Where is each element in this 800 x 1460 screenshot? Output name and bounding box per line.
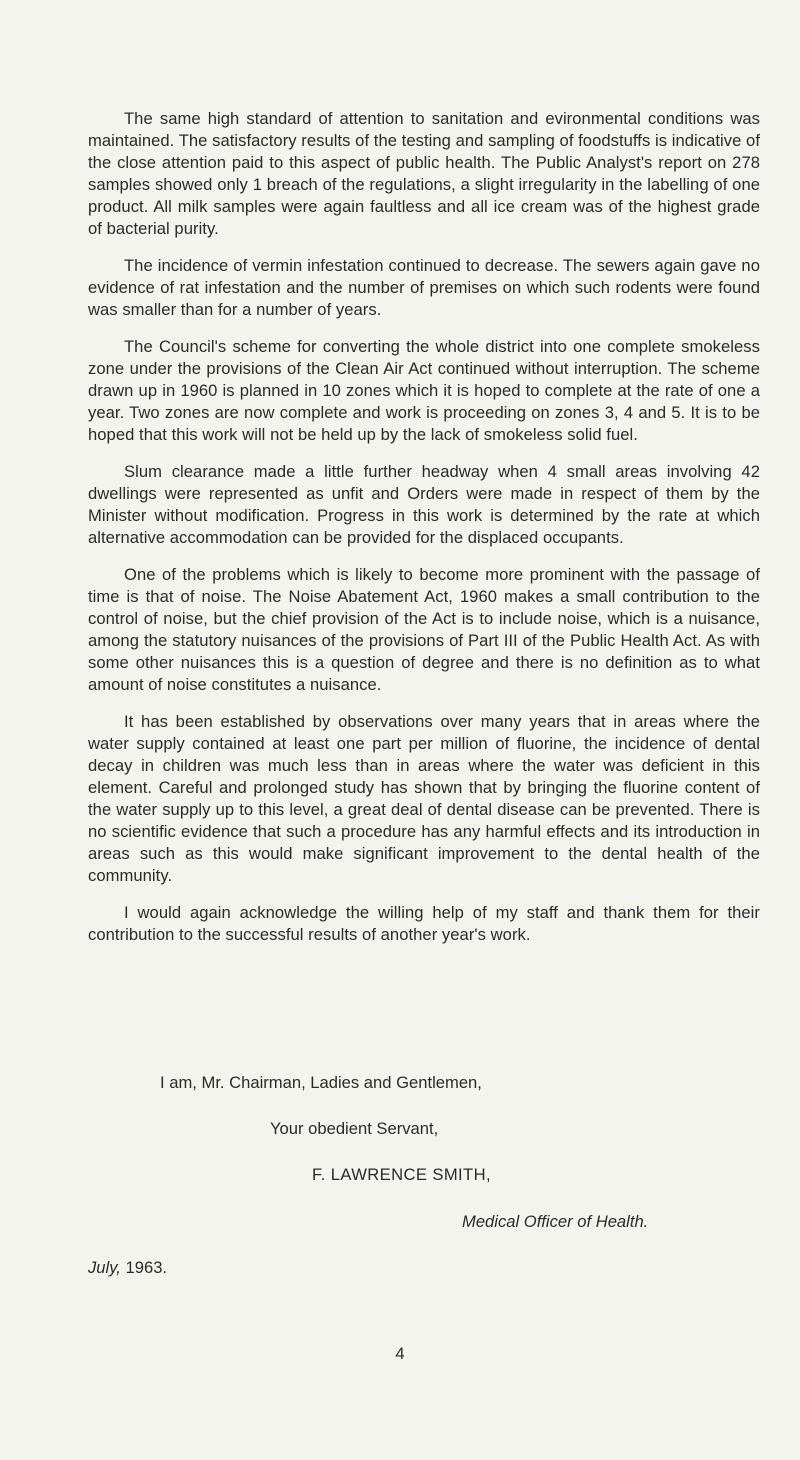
date-year: 1963. bbox=[125, 1258, 168, 1277]
paragraph-slum-clearance: Slum clearance made a little further headway when 4 small areas involving 42 dwellings were represented as unfit and Orders were made in respect of them by the Minister without modification. Progress in this work is determined by the rate at which alternative accommodation can be provided for the displaced occupants. bbox=[88, 462, 760, 547]
report-date bbox=[88, 1257, 167, 1279]
report-body bbox=[88, 108, 760, 961]
signature-title: Medical Officer of Health. bbox=[462, 1212, 649, 1231]
paragraph-sanitation: The same high standard of attention to sanitation and evironmental conditions was maintained. The satisfactory results of the testing and sampling of foodstuffs is indicative of the close attention paid to this aspect of public health. The Public Analyst's report on 278 samples showed only 1 breach of the regulations, a slight irregularity in the labelling of one product. All milk samples were again faultless and all ice cream was of the highest grade of bacterial purity. bbox=[88, 109, 760, 238]
paragraph-acknowledgement: I would again acknowledge the willing help of my staff and thank them for their contribution to the successful results of another year's work. bbox=[88, 903, 760, 944]
paragraph-smokeless-zone: The Council's scheme for converting the whole district into one complete smokeless zone under the provisions of the Clean Air Act continued without interruption. The scheme drawn up in 1960 is planned in 10 zones which it is hoped to complete at the rate of one a year. Two zones are now complete and work is proceeding on zones 3, 4 and 5. It is to be hoped that this work will not be held up by the lack of smokeless solid fuel. bbox=[88, 337, 760, 444]
paragraph-fluorine: It has been established by observations over many years that in areas where the water supply contained at least one part per million of fluorine, the incidence of dental decay in children was much less than in areas where the water was deficient in this element. Careful and prolonged study has shown that by bringing the fluorine content of the water supply up to this level, a great deal of dental disease can be prevented. There is no scientific evidence that such a procedure has any harmful effects and its introduction in areas such as this would make significant improvement to the dental health of the community. bbox=[88, 712, 760, 885]
signature-name: F. LAWRENCE SMITH, bbox=[312, 1165, 491, 1184]
date-month: July, bbox=[88, 1258, 121, 1277]
paragraph-vermin: The incidence of vermin infestation continued to decrease. The sewers again gave no evidence of rat infestation and the number of premises on which such rodents were found was smaller than for a number of years. bbox=[88, 256, 760, 319]
closing-greeting: I am, Mr. Chairman, Ladies and Gentlemen, bbox=[160, 1073, 482, 1092]
paragraph-noise: One of the problems which is likely to become more prominent with the passage of time is that of noise. The Noise Abatement Act, 1960 makes a small contribution to the control of noise, but the chief provision of the Act is to include noise, which is a nuisance, among the statutory nuisances of the provisions of Part III of the Public Health Act. As with some other nuisances this is a question of degree and there is no definition as to what amount of noise constitutes a nuisance. bbox=[88, 565, 760, 694]
closing-obedient: Your obedient Servant, bbox=[270, 1119, 439, 1138]
page-number: 4 bbox=[395, 1344, 405, 1363]
